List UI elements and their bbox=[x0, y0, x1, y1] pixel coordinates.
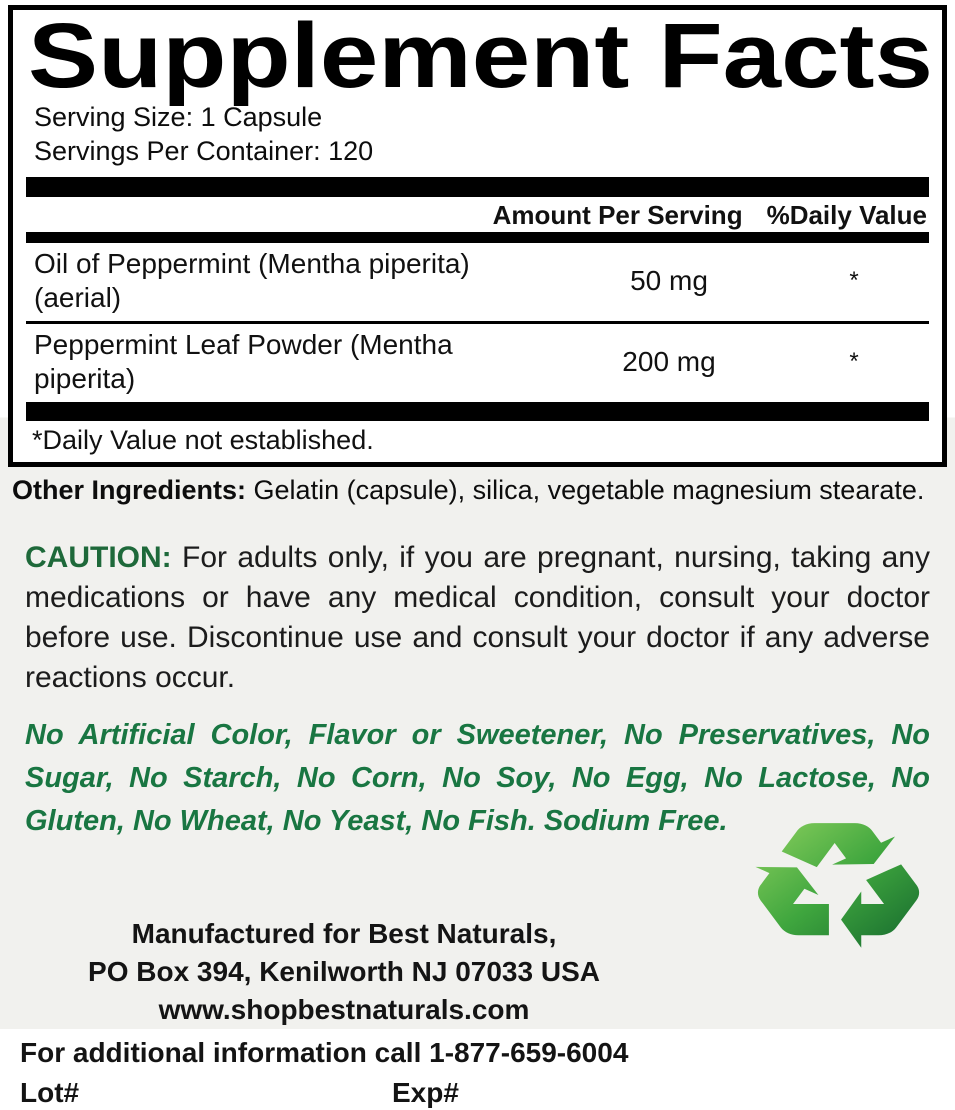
caution-paragraph bbox=[25, 538, 930, 698]
other-ingredients-label: Other Ingredients: bbox=[12, 475, 247, 505]
claims-paragraph: No Artificial Color, Flavor or Sweetener, No Preservatives, No Sugar, No Starch, No Corn, No Soy, No Egg, No Lactose, No Gluten, No Wheat, No Yeast, No Fish. Sodium Free. bbox=[25, 719, 930, 837]
panel-title-graphic bbox=[26, 5, 939, 107]
caution-label: CAUTION: bbox=[25, 541, 172, 574]
column-amount-per-serving: Amount Per Serving bbox=[492, 200, 743, 230]
daily-value-footnote: *Daily Value not established. bbox=[32, 425, 374, 455]
lot-label: Lot# bbox=[20, 1077, 80, 1108]
recycle-icon bbox=[740, 804, 934, 954]
ingredient-amount: 50 mg bbox=[630, 265, 708, 296]
recycle-icon-graphic bbox=[740, 804, 934, 954]
exp-label: Exp# bbox=[392, 1077, 459, 1108]
ingredient-daily-value: * bbox=[849, 348, 859, 375]
other-ingredients-text: Gelatin (capsule), silica, vegetable magnesium stearate. bbox=[246, 475, 925, 505]
manufactured-for: Manufactured for Best Naturals, bbox=[131, 918, 557, 949]
ingredient-daily-value: * bbox=[849, 267, 859, 294]
table-row bbox=[26, 243, 929, 321]
panel-title: Supplement Facts bbox=[28, 5, 933, 107]
divider-bar-thick bbox=[26, 177, 929, 197]
caution-text: For adults only, if you are pregnant, nursing, taking any medications or have any medical condition, consult your doctor before use. Discontinue use and consult your doctor if any adverse reactions occur. bbox=[25, 541, 930, 694]
serving-size: Serving Size: 1 Capsule bbox=[34, 102, 323, 132]
supplement-label bbox=[0, 5, 955, 1108]
column-daily-value: %Daily Value bbox=[766, 200, 927, 230]
manufacturer-address: PO Box 394, Kenilworth NJ 07033 USA bbox=[88, 956, 600, 987]
table-row bbox=[26, 321, 929, 402]
lot-exp-row bbox=[20, 1076, 935, 1110]
divider-bar-thick bbox=[26, 402, 929, 421]
ingredient-name: Oil of Peppermint (Mentha piperita) (aerial) bbox=[34, 248, 470, 313]
website: www.shopbestnaturals.com bbox=[158, 994, 530, 1025]
phone-info: For additional information call 1-877-659-6004 bbox=[20, 1037, 629, 1068]
manufacturer-block bbox=[20, 915, 668, 1029]
ingredient-amount: 200 mg bbox=[622, 346, 716, 377]
supplement-facts-panel bbox=[8, 5, 947, 467]
divider-bar-medium bbox=[26, 232, 929, 243]
other-ingredients bbox=[12, 474, 945, 506]
ingredient-name: Peppermint Leaf Powder (Mentha piperita) bbox=[34, 329, 453, 394]
servings-per-container: Servings Per Container: 120 bbox=[34, 136, 374, 166]
facts-table-header bbox=[26, 197, 929, 232]
